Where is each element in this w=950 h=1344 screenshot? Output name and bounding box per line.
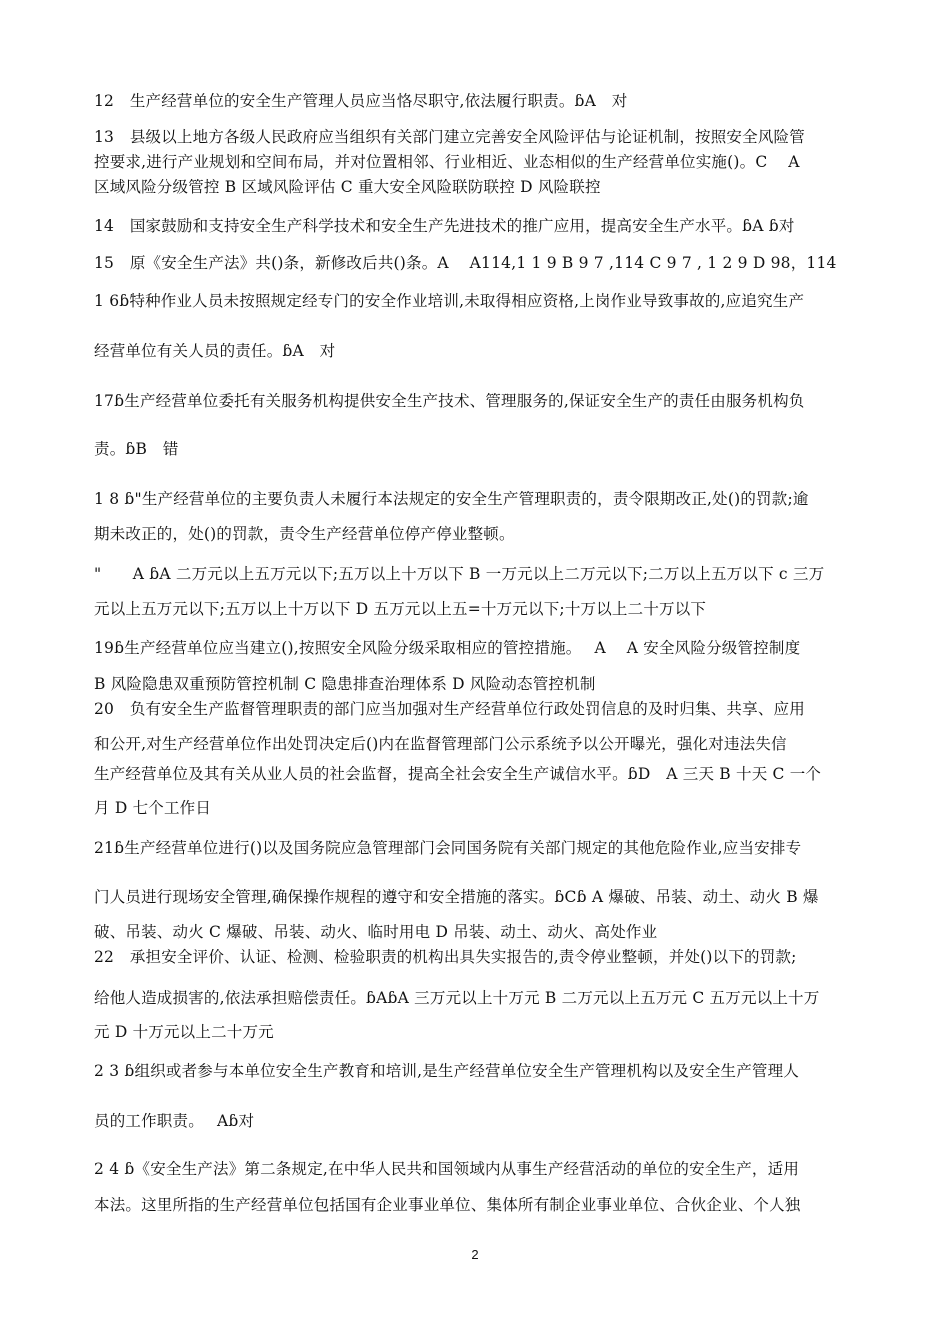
text-line: 员的工作职责。 Aɓ对 bbox=[94, 1112, 255, 1130]
text-line: 1 6ɓ特种作业人员未按照规定经专门的安全作业培训,未取得相应资格,上岗作业导致事故的,应追究生产 bbox=[94, 292, 805, 310]
text-line: 经营单位有关人员的责任。ɓA 对 bbox=[94, 342, 336, 360]
page-number: 2 bbox=[471, 1247, 479, 1262]
text-line: " A ɓA 二万元以上五万元以下;五万以上十万以下 B 一万元以上二万元以下;二万以上五万以下 c 三万 bbox=[94, 565, 825, 583]
text-line: 元以上五万元以下;五万以上十万以下 D 五万元以上五=十万元以下;十万以上二十万以下 bbox=[94, 600, 707, 618]
text-line: 15 原《安全生产法》共()条，新修改后共()条。A A114,1 1 9 B 9 7 ,114 C 9 7 , 1 2 9 D 98，114 bbox=[94, 254, 837, 272]
text-line: 责。ɓB 错 bbox=[94, 440, 179, 458]
text-line: 19ɓ生产经营单位应当建立(),按照安全风险分级采取相应的管控措施。 A A 安全风险分级管控制度 bbox=[94, 639, 801, 657]
text-line: 21ɓ生产经营单位进行()以及国务院应急管理部门会同国务院有关部门规定的其他危险作业,应当安排专 bbox=[94, 839, 802, 857]
text-line: 元 D 十万元以上二十万元 bbox=[94, 1023, 274, 1041]
text-line: 期未改正的，处()的罚款，责令生产经营单位停产停业整顿。 bbox=[94, 525, 515, 543]
text-line: 2 4 ɓ《安全生产法》第二条规定,在中华人民共和国领域内从事生产经营活动的单位的安全生产，适用 bbox=[94, 1160, 800, 1178]
text-line: 22 承担安全评价、认证、检测、检验职责的机构出具失实报告的,责令停业整顿，并处()以下的罚款; bbox=[94, 948, 797, 966]
text-line: 14 国家鼓励和支持安全生产科学技术和安全生产先进技术的推广应用，提高安全生产水平。ɓA ɓ对 bbox=[94, 217, 795, 235]
text-line: 和公开,对生产经营单位作出处罚决定后()内在监督管理部门公示系统予以公开曝光，强化对违法失信 bbox=[94, 735, 787, 753]
text-line: 给他人造成损害的,依法承担赔偿责任。ɓAɓA 三万元以上十万元 B 二万元以上五万元 C 五万元以上十万 bbox=[94, 989, 820, 1007]
text-line: 生产经营单位及其有关从业人员的社会监督，提高全社会安全生产诚信水平。ɓD A 三天 B 十天 C 一个 bbox=[94, 765, 822, 783]
text-line: 17ɓ生产经营单位委托有关服务机构提供安全生产技术、管理服务的,保证安全生产的责任由服务机构负 bbox=[94, 392, 805, 410]
text-line: 区域风险分级管控 B 区域风险评估 C 重大安全风险联防联控 D 风险联控 bbox=[94, 178, 601, 196]
text-line: 12 生产经营单位的安全生产管理人员应当恪尽职守,依法履行职责。ɓA 对 bbox=[94, 92, 628, 110]
text-line: 2 3 ɓ组织或者参与本单位安全生产教育和培训,是生产经营单位安全生产管理机构以及安全生产管理人 bbox=[94, 1062, 800, 1080]
text-line: 门人员进行现场安全管理,确保操作规程的遵守和安全措施的落实。ɓCɓ A 爆破、吊装、动土、动火 B 爆 bbox=[94, 888, 819, 906]
text-line: 月 D 七个工作日 bbox=[94, 799, 212, 817]
text-line: 20 负有安全生产监督管理职责的部门应当加强对生产经营单位行政处罚信息的及时归集、共享、应用 bbox=[94, 700, 805, 718]
text-line: 控要求,进行产业规划和空间布局，并对位置相邻、行业相近、业态相似的生产经营单位实施()。C A bbox=[94, 153, 800, 171]
text-line: 本法。这里所指的生产经营单位包括国有企业事业单位、集体所有制企业事业单位、合伙企业、个人独 bbox=[94, 1196, 801, 1214]
text-line: 13 县级以上地方各级人民政府应当组织有关部门建立完善安全风险评估与论证机制，按照安全风险管 bbox=[94, 128, 805, 146]
text-line: 1 8 ɓ"生产经营单位的主要负责人未履行本法规定的安全生产管理职责的，责令限期改正,处()的罚款;逾 bbox=[94, 490, 809, 508]
text-line: B 风险隐患双重预防管控机制 C 隐患排查治理体系 D 风险动态管控机制 bbox=[94, 675, 596, 693]
text-line: 破、吊装、动火 C 爆破、吊装、动火、临时用电 D 吊装、动土、动火、高处作业 bbox=[94, 923, 658, 941]
